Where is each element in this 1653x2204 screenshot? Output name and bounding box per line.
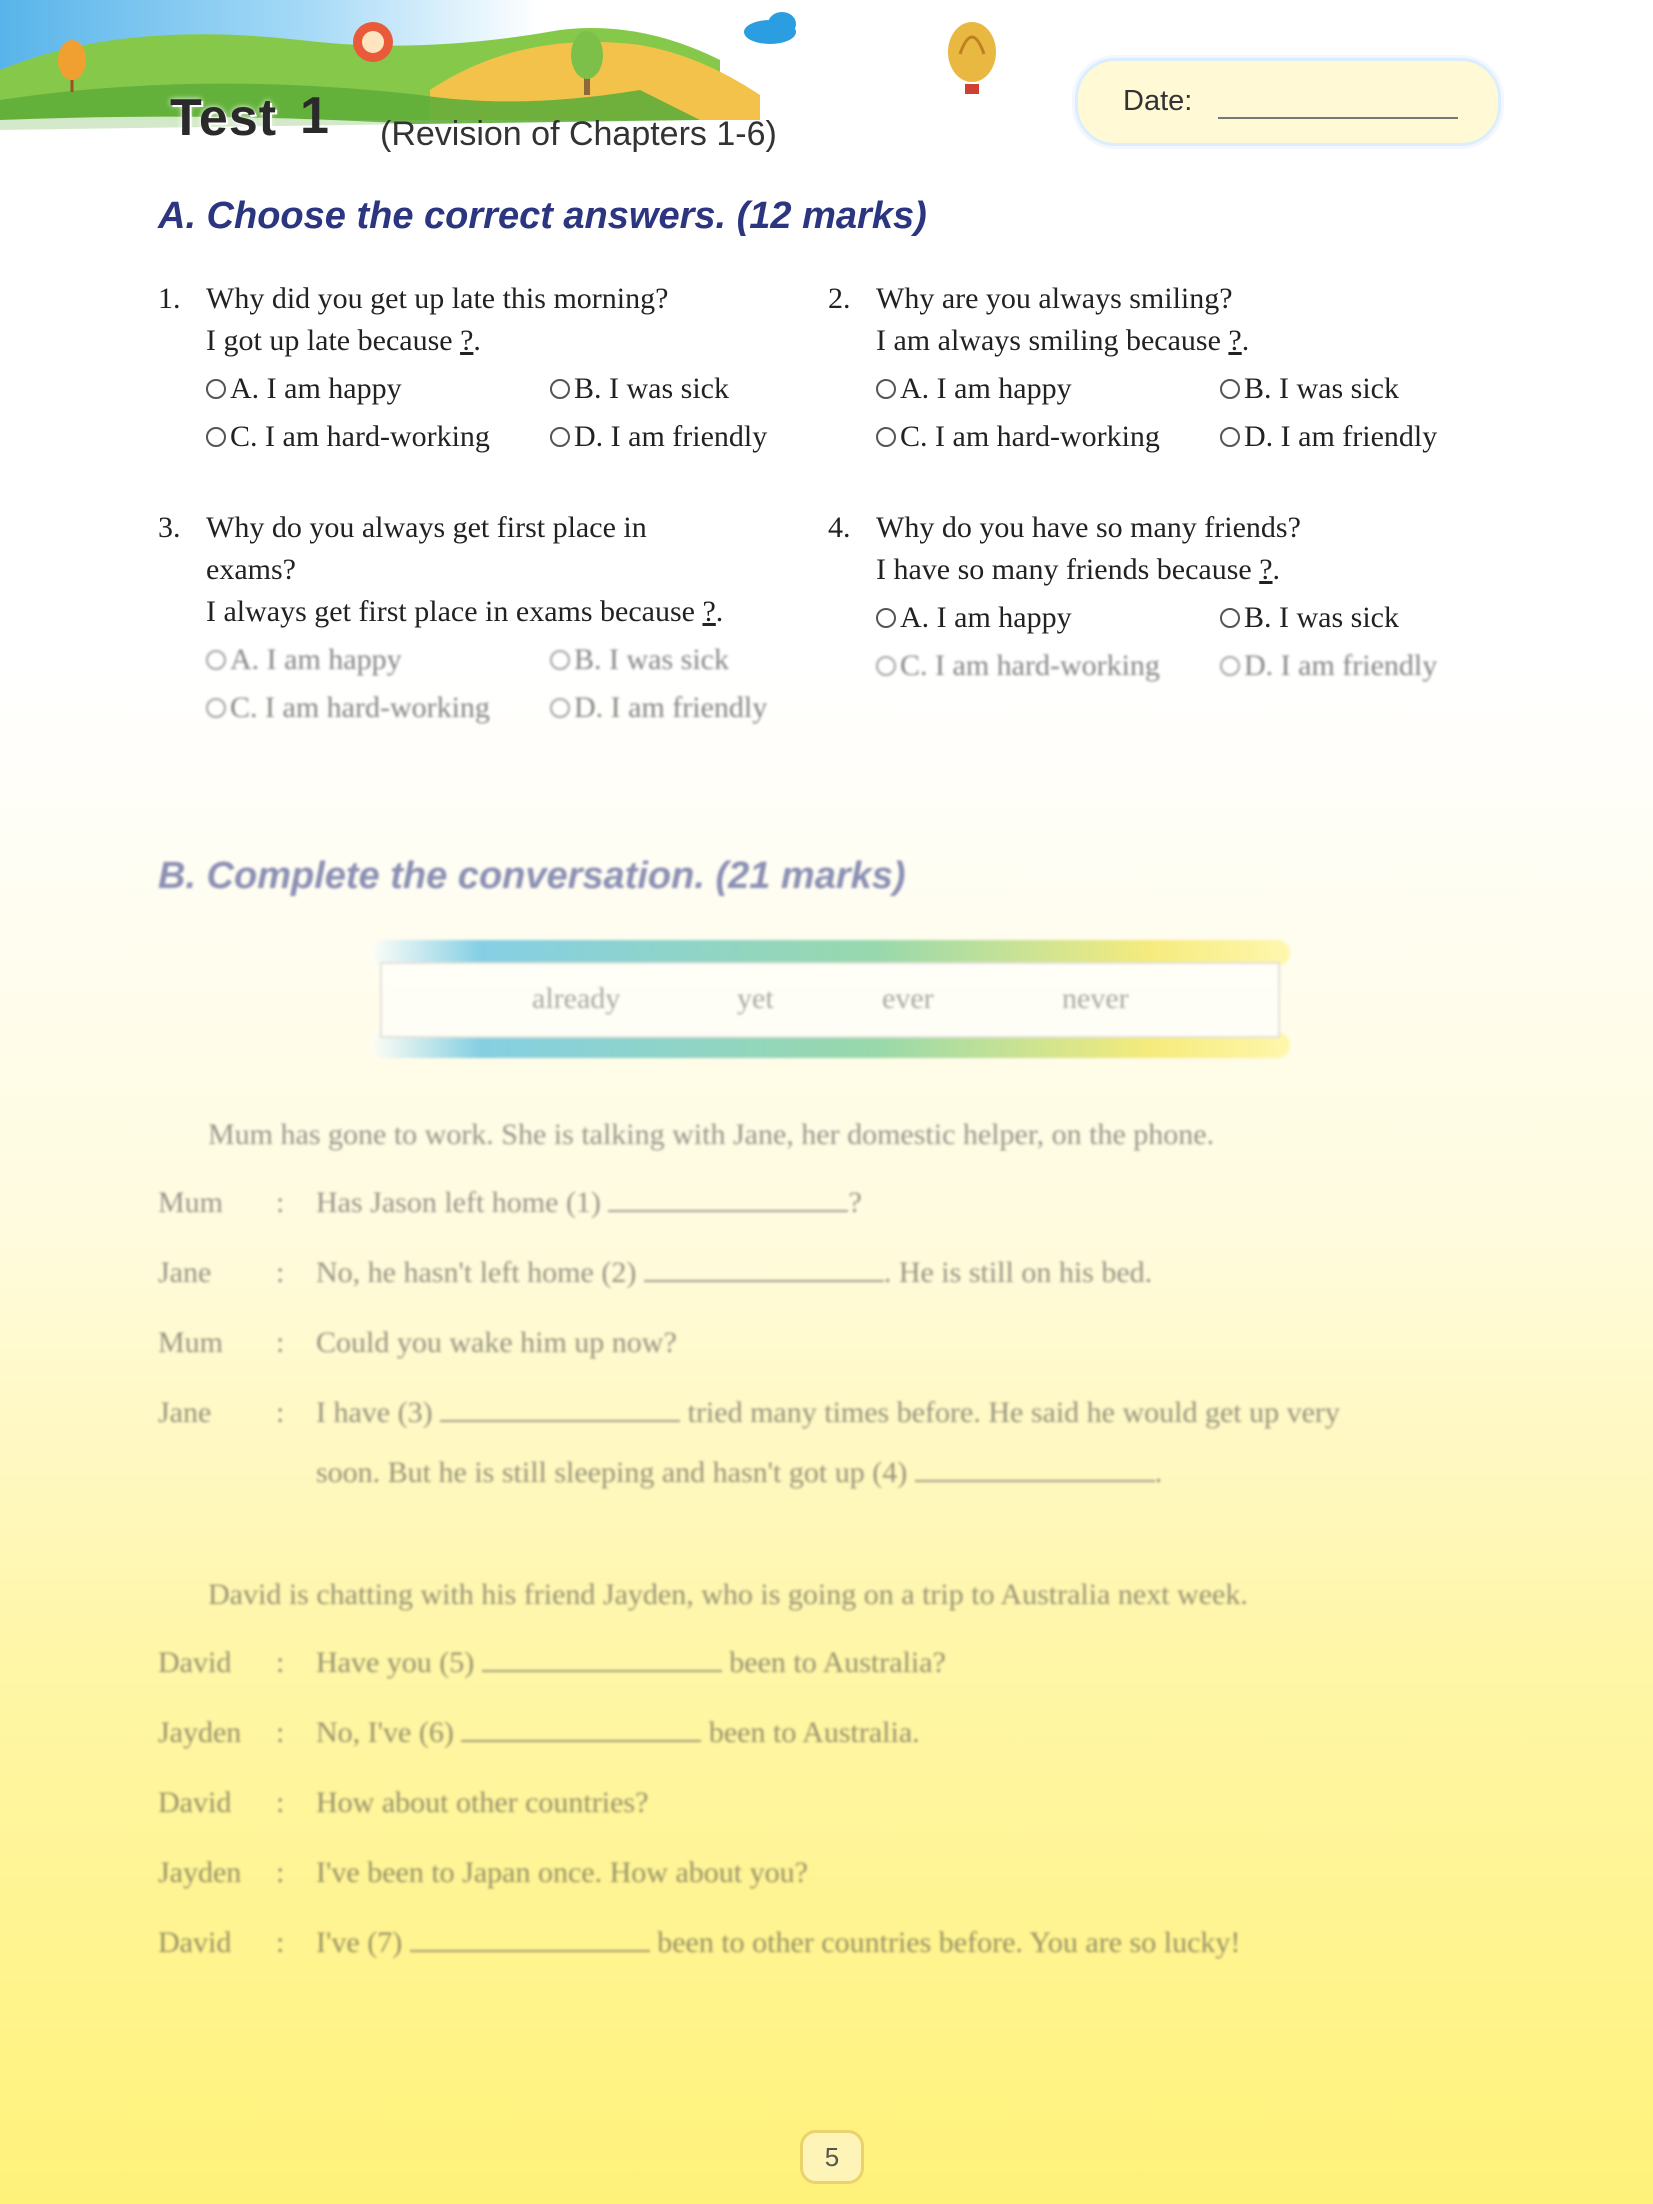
option-a[interactable]: A. I am happy — [206, 639, 402, 681]
radio-icon[interactable] — [876, 427, 896, 447]
option-a[interactable]: A. I am happy — [206, 368, 402, 410]
question-prompt: I am always smiling because — [876, 324, 1221, 357]
answer-blank: ? — [460, 324, 474, 357]
word-bank — [370, 940, 1290, 1058]
page-number: 5 — [800, 2130, 864, 2184]
option-b[interactable]: B. I was sick — [550, 639, 729, 681]
location-pin-icon — [353, 22, 393, 62]
speaker: Jayden — [158, 1856, 242, 1889]
date-label: Date: — [1123, 85, 1193, 117]
option-d[interactable]: D. I am friendly — [550, 416, 767, 458]
radio-icon[interactable] — [1220, 379, 1240, 399]
radio-icon[interactable] — [876, 379, 896, 399]
radio-icon[interactable] — [1220, 608, 1240, 628]
option-d[interactable]: D. I am friendly — [1220, 645, 1437, 687]
radio-icon[interactable] — [1220, 427, 1240, 447]
speaker: Mum — [158, 1326, 224, 1359]
test-number: 1 — [300, 87, 329, 145]
question-prompt: I got up late because — [206, 324, 453, 357]
question-prompt: I always get first place in exams because — [206, 595, 695, 628]
option-c[interactable]: C. I am hard-working — [876, 645, 1160, 687]
answer-blank[interactable] — [461, 1718, 701, 1742]
radio-icon[interactable] — [876, 656, 896, 676]
option-b[interactable]: B. I was sick — [1220, 597, 1399, 639]
option-c[interactable]: C. I am hard-working — [876, 416, 1160, 458]
question-4: 4. Why do you have so many friends? I have so many friends because ?. A. I am happy B. I was sick C. I am hard-working D. I am friendly — [828, 507, 1508, 697]
radio-icon[interactable] — [206, 379, 226, 399]
question-text: Why are you always smiling? — [876, 282, 1233, 315]
section-a-title: A. Choose the correct answers. (12 marks) — [158, 195, 927, 237]
speaker: David — [158, 1646, 232, 1679]
question-2: 2. Why are you always smiling? I am always smiling because ?. A. I am happy B. I was sick C. I am hard-working D. I am friendly — [828, 278, 1508, 458]
answer-blank[interactable] — [608, 1188, 848, 1212]
radio-icon[interactable] — [550, 650, 570, 670]
speaker: David — [158, 1926, 232, 1959]
speaker: Mum — [158, 1186, 224, 1219]
narration: Mum has gone to work. She is talking with Jane, her domestic helper, on the phone. — [208, 1118, 1215, 1151]
question-prompt: I have so many friends because — [876, 553, 1252, 586]
question-text: Why do you always get first place in — [206, 511, 647, 544]
question-text: Why did you get up late this morning? — [206, 282, 669, 315]
question-number: 4. — [828, 511, 851, 544]
radio-icon[interactable] — [206, 650, 226, 670]
radio-icon[interactable] — [550, 379, 570, 399]
option-d[interactable]: D. I am friendly — [550, 687, 767, 729]
option-d[interactable]: D. I am friendly — [1220, 416, 1437, 458]
question-text: Why do you have so many friends? — [876, 511, 1301, 544]
option-a[interactable]: A. I am happy — [876, 597, 1072, 639]
radio-icon[interactable] — [206, 698, 226, 718]
test-label: Test — [170, 89, 278, 147]
hot-air-balloon-icon — [948, 22, 996, 94]
section-b-title: B. Complete the conversation. (21 marks) — [158, 855, 906, 897]
option-c[interactable]: C. I am hard-working — [206, 687, 490, 729]
radio-icon[interactable] — [550, 427, 570, 447]
answer-blank[interactable] — [482, 1648, 722, 1672]
question-number: 3. — [158, 511, 181, 544]
answer-blank[interactable] — [915, 1458, 1155, 1482]
option-a[interactable]: A. I am happy — [876, 368, 1072, 410]
word-option: yet — [737, 982, 774, 1015]
answer-blank: ? — [1228, 324, 1242, 357]
speaker: Jane — [158, 1396, 212, 1429]
radio-icon[interactable] — [1220, 656, 1240, 676]
speaker: Jane — [158, 1256, 212, 1289]
word-option: ever — [882, 982, 934, 1015]
answer-blank[interactable] — [410, 1928, 650, 1952]
speaker: Jayden — [158, 1716, 242, 1749]
option-b[interactable]: B. I was sick — [1220, 368, 1399, 410]
narration: David is chatting with his friend Jayden, who is going on a trip to Australia next week. — [208, 1578, 1248, 1611]
option-b[interactable]: B. I was sick — [550, 368, 729, 410]
question-1: 1. Why did you get up late this morning? I got up late because ?. A. I am happy B. I was sick C. I am hard-working D. I am friendly — [158, 278, 798, 458]
speaker: David — [158, 1786, 232, 1819]
word-option: never — [1062, 982, 1129, 1015]
date-field[interactable] — [1075, 58, 1501, 146]
question-text-cont: exams? — [206, 553, 296, 586]
option-c[interactable]: C. I am hard-working — [206, 416, 490, 458]
radio-icon[interactable] — [550, 698, 570, 718]
radio-icon[interactable] — [206, 427, 226, 447]
question-number: 2. — [828, 282, 851, 315]
answer-blank[interactable] — [440, 1398, 680, 1422]
question-number: 1. — [158, 282, 181, 315]
answer-blank: ? — [1259, 553, 1273, 586]
radio-icon[interactable] — [876, 608, 896, 628]
question-3: 3. Why do you always get first place in exams? I always get first place in exams because ?. A. I am happy B. I was sick C. I am hard-working D. I am friendly — [158, 507, 818, 737]
test-subtitle: (Revision of Chapters 1-6) — [380, 115, 777, 153]
answer-blank[interactable] — [644, 1258, 884, 1282]
date-blank[interactable] — [1218, 117, 1458, 119]
answer-blank: ? — [702, 595, 716, 628]
word-option: already — [532, 982, 621, 1015]
